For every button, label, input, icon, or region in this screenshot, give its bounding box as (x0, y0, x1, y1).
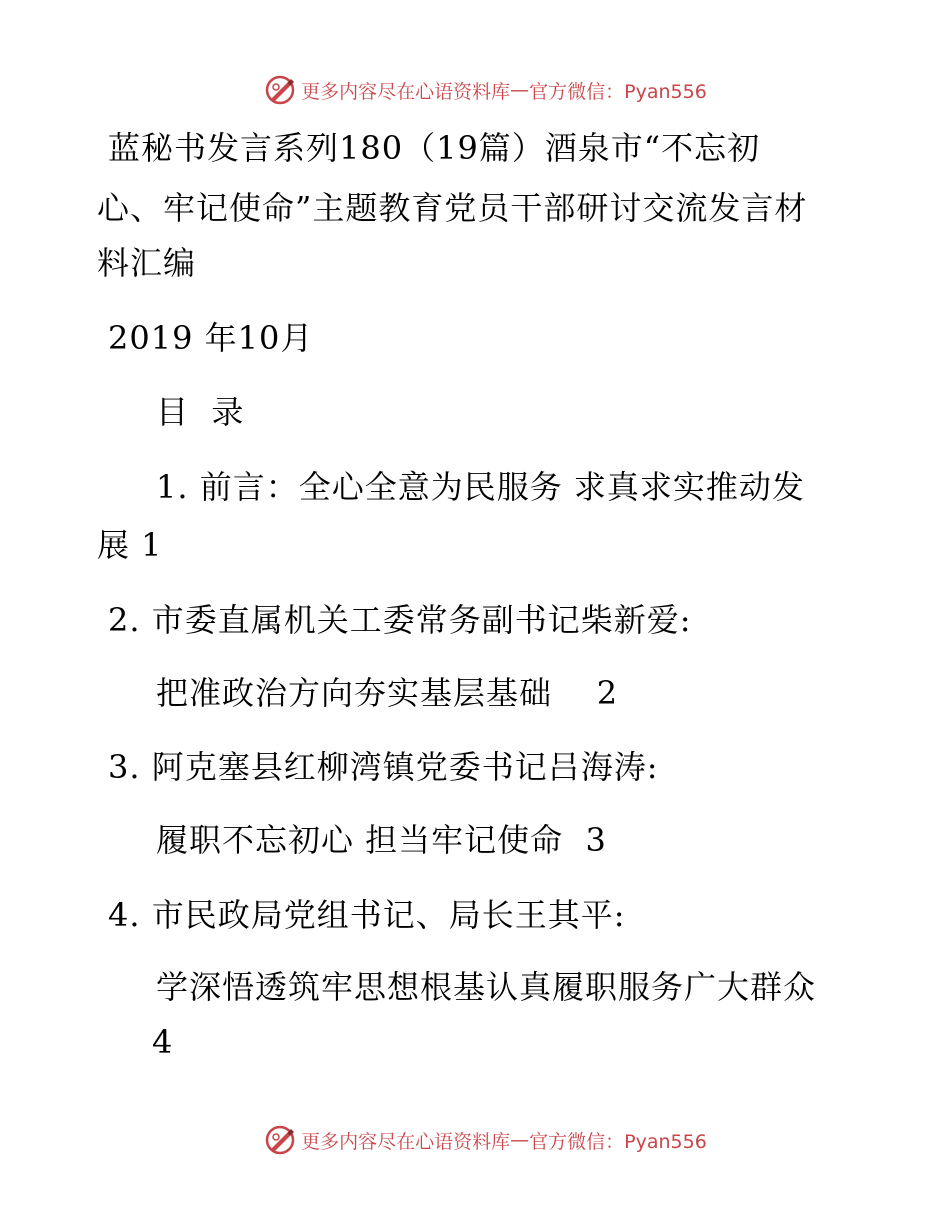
doc-title-line-3: 料汇编 (97, 244, 197, 282)
pen-logo-icon (263, 73, 297, 107)
watermark-separator: — (510, 79, 530, 101)
watermark-wechat-text: 官方微信：Pyan556 (529, 1130, 707, 1153)
doc-date: 2019 年10月 (108, 319, 314, 357)
watermark-site-text: 更多内容尽在心语资料库 (301, 80, 511, 103)
watermark-header (0, 70, 950, 110)
toc-entry-2-line-b: 把准政治方向夯实基层基础 2 (156, 674, 619, 712)
toc-entry-1-line-a: 1. 前言：全心全意为民服务 求真求实推动发 (156, 468, 805, 506)
watermark-footer (0, 1120, 950, 1160)
toc-entry-2-line-a: 2. 市委直属机关工委常务副书记柴新爱: (108, 601, 692, 639)
toc-entry-3-line-b: 履职不忘初心 担当牢记使命 3 (156, 821, 607, 859)
watermark-site-text: 更多内容尽在心语资料库 (301, 1130, 511, 1153)
pen-logo-icon (263, 1123, 297, 1157)
toc-entry-3-line-a: 3. 阿克塞县红柳湾镇党委书记吕海涛: (108, 748, 659, 786)
watermark-content (263, 73, 707, 107)
toc-entry-1-line-b: 展 1 (97, 526, 163, 564)
doc-title-line-2: 心、牢记使命”主题教育党员干部研讨交流发言材 (97, 189, 808, 227)
doc-title-line-1: 蓝秘书发言系列180（19篇）酒泉市“不忘初 (108, 129, 761, 167)
watermark-content (263, 1123, 707, 1157)
toc-entry-4-line-a: 4. 市民政局党组书记、局长王其平: (108, 896, 626, 934)
watermark-wechat-text: 官方微信：Pyan556 (529, 80, 707, 103)
toc-entry-4-line-c: 4 (152, 1023, 174, 1061)
toc-heading: 目 录 (156, 393, 245, 431)
watermark-separator: — (510, 1129, 530, 1151)
toc-entry-4-line-b: 学深悟透筑牢思想根基认真履职服务广大群众 (156, 968, 817, 1006)
